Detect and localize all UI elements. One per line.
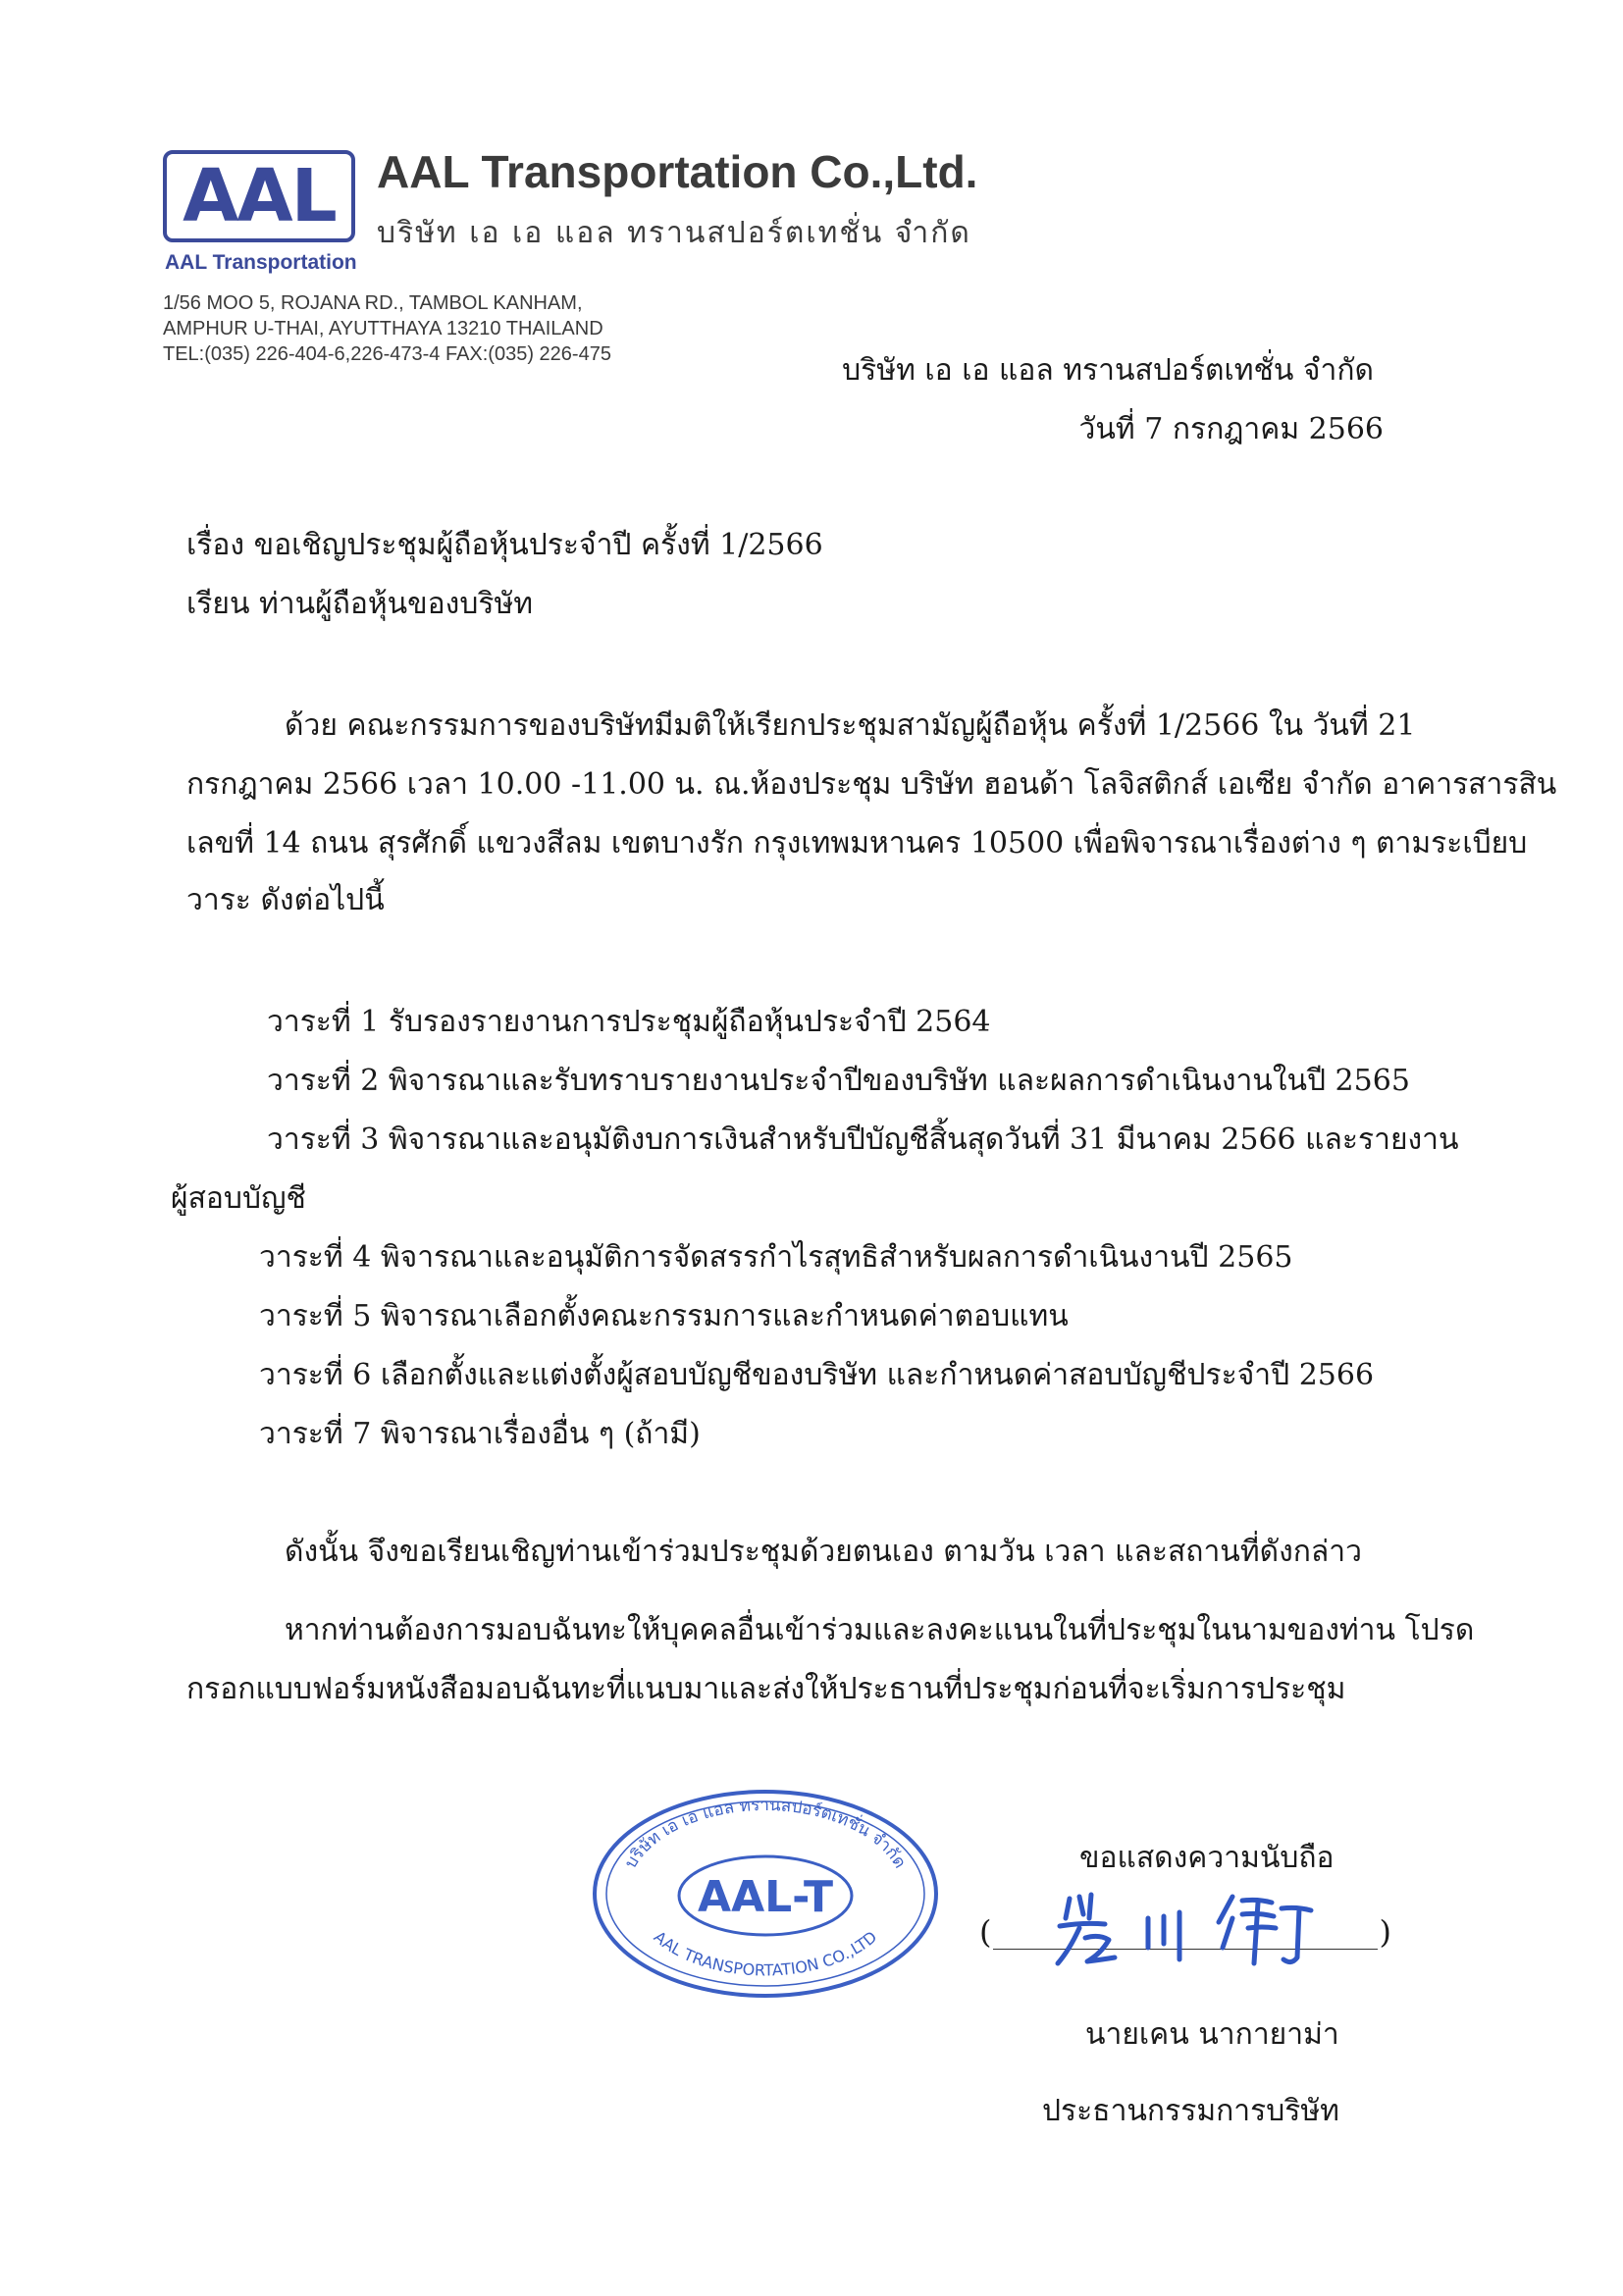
company-address <box>163 290 611 367</box>
company-logo <box>163 150 355 242</box>
handwritten-signature <box>1040 1879 1335 1977</box>
logo-caption: AAL Transportation <box>165 251 357 274</box>
sender-company: บริษัท เอ เอ แอล ทรานสปอร์ตเทชั่น จำกัด <box>842 353 1374 388</box>
letter-date: วันที่ 7 กรกฎาคม 2566 <box>1078 412 1384 446</box>
closing-regards: ขอแสดงความนับถือ <box>1079 1841 1335 1875</box>
agenda-item: วาระที่ 3 พิจารณาและอนุมัติงบการเงินสำหรับปีบัญชีสิ้นสุดวันที่ 31 มีนาคม 2566 และรายงาน <box>267 1122 1459 1157</box>
agenda-item: วาระที่ 1 รับรองรายงานการประชุมผู้ถือหุ้นประจำปี 2564 <box>267 1005 991 1039</box>
intro-line: วาระ ดังต่อไปนี้ <box>186 883 385 917</box>
agenda-item: วาระที่ 7 พิจารณาเรื่องอื่น ๆ (ถ้ามี) <box>259 1417 701 1451</box>
company-name-th: บริษัท เอ เอ แอล ทรานสปอร์ตเทชั่น จำกัด <box>377 216 971 250</box>
logo-text: AAL <box>183 154 336 238</box>
address-line: AMPHUR U-THAI, AYUTTHAYA 13210 THAILAND <box>163 318 603 339</box>
agenda-item: วาระที่ 5 พิจารณาเลือกตั้งคณะกรรมการและกำหนดค่าตอบแทน <box>259 1299 1069 1333</box>
agenda-item: วาระที่ 2 พิจารณาและรับทราบรายงานประจำปีของบริษัท และผลการดำเนินงานในปี 2565 <box>267 1064 1410 1098</box>
proxy-note-line: หากท่านต้องการมอบฉันทะให้บุคคลอื่นเข้าร่วมและลงคะแนนในที่ประชุมในนามของท่าน โปรด <box>285 1613 1475 1647</box>
stamp-top-text: บริษัท เอ เอ แอล ทรานสปอร์ตเทชั่น จำกัด <box>620 1795 911 1872</box>
intro-line: ด้วย คณะกรรมการของบริษัทมีมติให้เรียกประชุมสามัญผู้ถือหุ้น ครั้งที่ 1/2566 ใน วันที่ 21 <box>285 708 1416 743</box>
company-stamp <box>589 1786 942 2002</box>
bracket-close: ) <box>1379 1913 1391 1951</box>
signer-name: นายเคน นากายาม่า <box>1085 2017 1339 2052</box>
letter-salutation: เรียน ท่านผู้ถือหุ้นของบริษัท <box>186 587 534 621</box>
stamp-bottom-text: AAL TRANSPORTATION CO.,LTD <box>650 1927 881 1980</box>
intro-line: เลขที่ 14 ถนน สุรศักดิ์ แขวงสีลม เขตบางรัก กรุงเทพมหานคร 10500 เพื่อพิจารณาเรื่องต่าง ๆ ตามระเบียบ <box>186 826 1528 861</box>
bracket-open: ( <box>979 1913 992 1951</box>
letter-subject: เรื่อง ขอเชิญประชุมผู้ถือหุ้นประจำปี ครั้งที่ 1/2566 <box>186 528 823 562</box>
signer-title: ประธานกรรมการบริษัท <box>1042 2094 1339 2128</box>
address-line: 1/56 MOO 5, ROJANA RD., TAMBOL KANHAM, <box>163 292 583 314</box>
company-name-en: AAL Transportation Co.,Ltd. <box>377 146 978 197</box>
address-line: TEL:(035) 226-404-6,226-473-4 FAX:(035) 226-475 <box>163 343 611 365</box>
closing-invitation: ดังนั้น จึงขอเรียนเชิญท่านเข้าร่วมประชุมด้วยตนเอง ตามวัน เวลา และสถานที่ดังกล่าว <box>285 1535 1362 1569</box>
agenda-item-continued: ผู้สอบบัญชี <box>171 1181 306 1216</box>
agenda-item: วาระที่ 6 เลือกตั้งและแต่งตั้งผู้สอบบัญชีของบริษัท และกำหนดค่าสอบบัญชีประจำปี 2566 <box>259 1358 1375 1392</box>
agenda-item: วาระที่ 4 พิจารณาและอนุมัติการจัดสรรกำไรสุทธิสำหรับผลการดำเนินงานปี 2565 <box>259 1240 1293 1275</box>
intro-line: กรกฎาคม 2566 เวลา 10.00 -11.00 น. ณ.ห้องประชุม บริษัท ฮอนด้า โลจิสติกส์ เอเซีย จำกัด อาคารสารสิน <box>186 767 1557 802</box>
proxy-note-line: กรอกแบบฟอร์มหนังสือมอบฉันทะที่แนบมาและส่งให้ประธานที่ประชุมก่อนที่จะเริ่มการประชุม <box>186 1672 1346 1706</box>
stamp-center-text: AAL-T <box>698 1872 833 1922</box>
